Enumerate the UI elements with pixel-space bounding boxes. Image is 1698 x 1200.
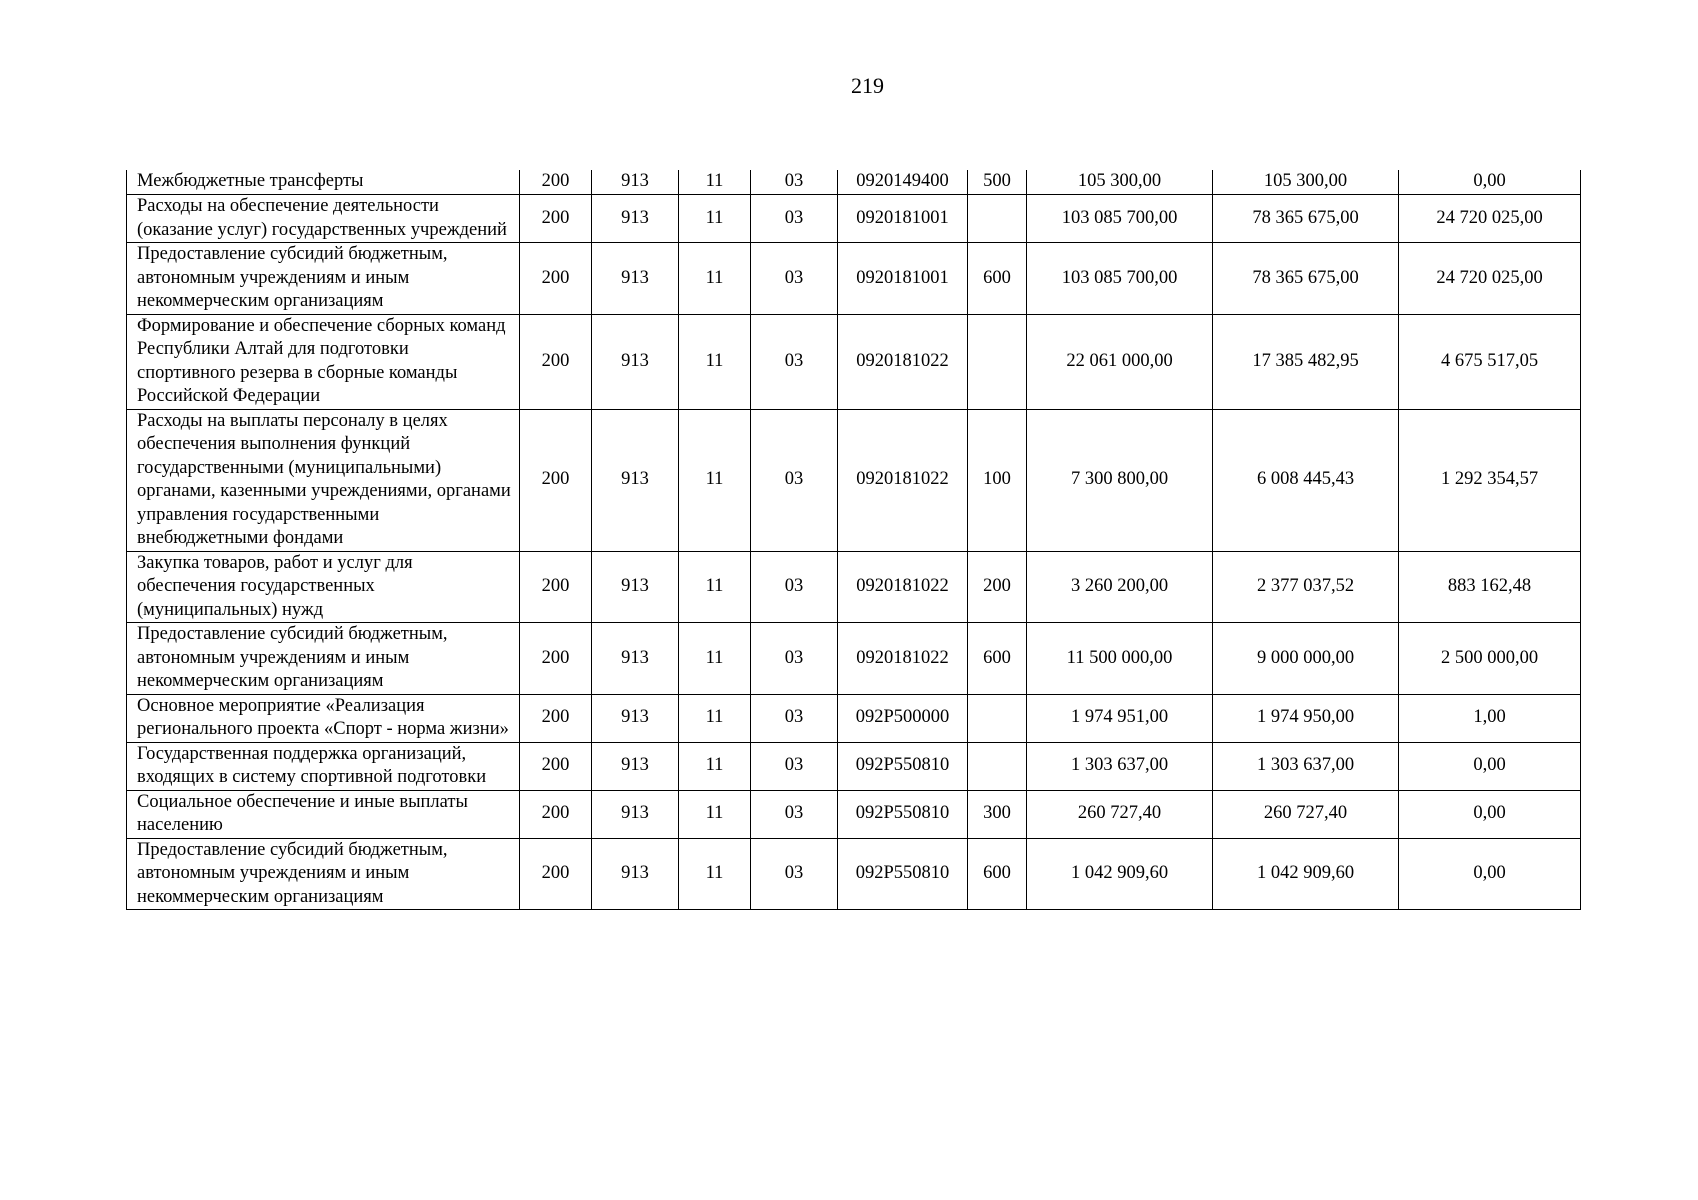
- row-expense-type: 600: [968, 623, 1027, 695]
- row-remainder-amount: 883 162,48: [1399, 551, 1581, 623]
- row-col-200: 200: [520, 170, 592, 195]
- row-target-code: 0920149400: [838, 170, 968, 195]
- row-executed-amount: 105 300,00: [1213, 170, 1399, 195]
- row-executed-amount: 260 727,40: [1213, 790, 1399, 838]
- row-remainder-amount: 0,00: [1399, 838, 1581, 910]
- row-expense-type: 100: [968, 409, 1027, 551]
- row-plan-amount: 1 303 637,00: [1027, 742, 1213, 790]
- row-description: Социальное обеспечение и иные выплаты населению: [127, 790, 520, 838]
- row-plan-amount: 1 042 909,60: [1027, 838, 1213, 910]
- row-executed-amount: 2 377 037,52: [1213, 551, 1399, 623]
- row-remainder-amount: 0,00: [1399, 742, 1581, 790]
- row-target-code: 092P550810: [838, 742, 968, 790]
- table-row: [127, 314, 1581, 409]
- row-description: Закупка товаров, работ и услуг для обеспечения государственных (муниципальных) нужд: [127, 551, 520, 623]
- row-col-subsection: 03: [751, 551, 838, 623]
- row-expense-type: [968, 314, 1027, 409]
- row-col-section: 11: [679, 790, 751, 838]
- row-col-200: 200: [520, 243, 592, 315]
- row-col-subsection: 03: [751, 838, 838, 910]
- row-description: Государственная поддержка организаций, входящих в систему спортивной подготовки: [127, 742, 520, 790]
- table-row: [127, 694, 1581, 742]
- row-expense-type: 200: [968, 551, 1027, 623]
- row-remainder-amount: 24 720 025,00: [1399, 243, 1581, 315]
- row-expense-type: [968, 694, 1027, 742]
- row-executed-amount: 9 000 000,00: [1213, 623, 1399, 695]
- row-executed-amount: 78 365 675,00: [1213, 243, 1399, 315]
- row-col-913: 913: [592, 551, 679, 623]
- row-col-subsection: 03: [751, 742, 838, 790]
- budget-table-body: [127, 170, 1581, 910]
- row-description: Расходы на выплаты персоналу в целях обеспечения выполнения функций государственными (муниципальными) органами, казенными учреждениями, органами управления государственными внебюджетными фондами: [127, 409, 520, 551]
- row-col-200: 200: [520, 551, 592, 623]
- row-target-code: 0920181022: [838, 314, 968, 409]
- row-remainder-amount: 0,00: [1399, 170, 1581, 195]
- row-expense-type: 500: [968, 170, 1027, 195]
- row-expense-type: [968, 195, 1027, 243]
- row-plan-amount: 103 085 700,00: [1027, 243, 1213, 315]
- row-description: Предоставление субсидий бюджетным, автономным учреждениям и иным некоммерческим организациям: [127, 623, 520, 695]
- row-target-code: 0920181001: [838, 195, 968, 243]
- row-col-913: 913: [592, 195, 679, 243]
- row-col-200: 200: [520, 742, 592, 790]
- table-row: [127, 742, 1581, 790]
- row-col-section: 11: [679, 243, 751, 315]
- row-col-913: 913: [592, 314, 679, 409]
- row-executed-amount: 1 974 950,00: [1213, 694, 1399, 742]
- row-executed-amount: 1 042 909,60: [1213, 838, 1399, 910]
- row-col-subsection: 03: [751, 314, 838, 409]
- row-target-code: 0920181022: [838, 623, 968, 695]
- row-plan-amount: 1 974 951,00: [1027, 694, 1213, 742]
- row-col-section: 11: [679, 838, 751, 910]
- page-number: 219: [851, 73, 884, 98]
- row-expense-type: [968, 742, 1027, 790]
- table-row: [127, 551, 1581, 623]
- row-plan-amount: 11 500 000,00: [1027, 623, 1213, 695]
- row-executed-amount: 17 385 482,95: [1213, 314, 1399, 409]
- row-col-913: 913: [592, 694, 679, 742]
- row-col-913: 913: [592, 838, 679, 910]
- row-col-section: 11: [679, 694, 751, 742]
- row-col-913: 913: [592, 790, 679, 838]
- row-remainder-amount: 24 720 025,00: [1399, 195, 1581, 243]
- row-col-section: 11: [679, 170, 751, 195]
- row-description: Основное мероприятие «Реализация регионального проекта «Спорт - норма жизни»: [127, 694, 520, 742]
- table-row: [127, 790, 1581, 838]
- row-col-section: 11: [679, 623, 751, 695]
- row-col-subsection: 03: [751, 243, 838, 315]
- row-executed-amount: 6 008 445,43: [1213, 409, 1399, 551]
- table-row: [127, 623, 1581, 695]
- table-row: [127, 243, 1581, 315]
- row-col-subsection: 03: [751, 170, 838, 195]
- row-plan-amount: 7 300 800,00: [1027, 409, 1213, 551]
- budget-table: [126, 170, 1581, 910]
- row-col-200: 200: [520, 314, 592, 409]
- row-remainder-amount: 0,00: [1399, 790, 1581, 838]
- row-plan-amount: 103 085 700,00: [1027, 195, 1213, 243]
- row-description: Межбюджетные трансферты: [127, 170, 520, 195]
- row-col-subsection: 03: [751, 790, 838, 838]
- row-plan-amount: 22 061 000,00: [1027, 314, 1213, 409]
- row-plan-amount: 3 260 200,00: [1027, 551, 1213, 623]
- table-row: [127, 838, 1581, 910]
- row-col-200: 200: [520, 790, 592, 838]
- row-target-code: 0920181001: [838, 243, 968, 315]
- row-col-200: 200: [520, 409, 592, 551]
- row-col-200: 200: [520, 623, 592, 695]
- table-row: [127, 409, 1581, 551]
- row-col-section: 11: [679, 314, 751, 409]
- row-description: Предоставление субсидий бюджетным, автономным учреждениям и иным некоммерческим организациям: [127, 243, 520, 315]
- row-col-subsection: 03: [751, 623, 838, 695]
- row-col-200: 200: [520, 195, 592, 243]
- row-description: Формирование и обеспечение сборных команд Республики Алтай для подготовки спортивного резерва в сборные команды Российской Федерации: [127, 314, 520, 409]
- row-col-200: 200: [520, 694, 592, 742]
- row-col-913: 913: [592, 742, 679, 790]
- row-col-section: 11: [679, 409, 751, 551]
- row-col-section: 11: [679, 742, 751, 790]
- row-col-section: 11: [679, 551, 751, 623]
- row-expense-type: 300: [968, 790, 1027, 838]
- row-target-code: 0920181022: [838, 409, 968, 551]
- row-executed-amount: 1 303 637,00: [1213, 742, 1399, 790]
- row-remainder-amount: 1 292 354,57: [1399, 409, 1581, 551]
- row-col-200: 200: [520, 838, 592, 910]
- row-target-code: 092P550810: [838, 790, 968, 838]
- row-col-913: 913: [592, 170, 679, 195]
- row-target-code: 092P550810: [838, 838, 968, 910]
- row-executed-amount: 78 365 675,00: [1213, 195, 1399, 243]
- row-col-subsection: 03: [751, 694, 838, 742]
- row-remainder-amount: 1,00: [1399, 694, 1581, 742]
- row-expense-type: 600: [968, 243, 1027, 315]
- row-col-section: 11: [679, 195, 751, 243]
- row-col-subsection: 03: [751, 195, 838, 243]
- row-target-code: 0920181022: [838, 551, 968, 623]
- row-col-913: 913: [592, 243, 679, 315]
- row-plan-amount: 105 300,00: [1027, 170, 1213, 195]
- row-expense-type: 600: [968, 838, 1027, 910]
- table-row: [127, 195, 1581, 243]
- table-row: [127, 170, 1581, 195]
- row-plan-amount: 260 727,40: [1027, 790, 1213, 838]
- row-target-code: 092P500000: [838, 694, 968, 742]
- row-col-913: 913: [592, 623, 679, 695]
- row-col-913: 913: [592, 409, 679, 551]
- row-remainder-amount: 2 500 000,00: [1399, 623, 1581, 695]
- row-description: Расходы на обеспечение деятельности (оказание услуг) государственных учреждений: [127, 195, 520, 243]
- row-description: Предоставление субсидий бюджетным, автономным учреждениям и иным некоммерческим организациям: [127, 838, 520, 910]
- row-col-subsection: 03: [751, 409, 838, 551]
- row-remainder-amount: 4 675 517,05: [1399, 314, 1581, 409]
